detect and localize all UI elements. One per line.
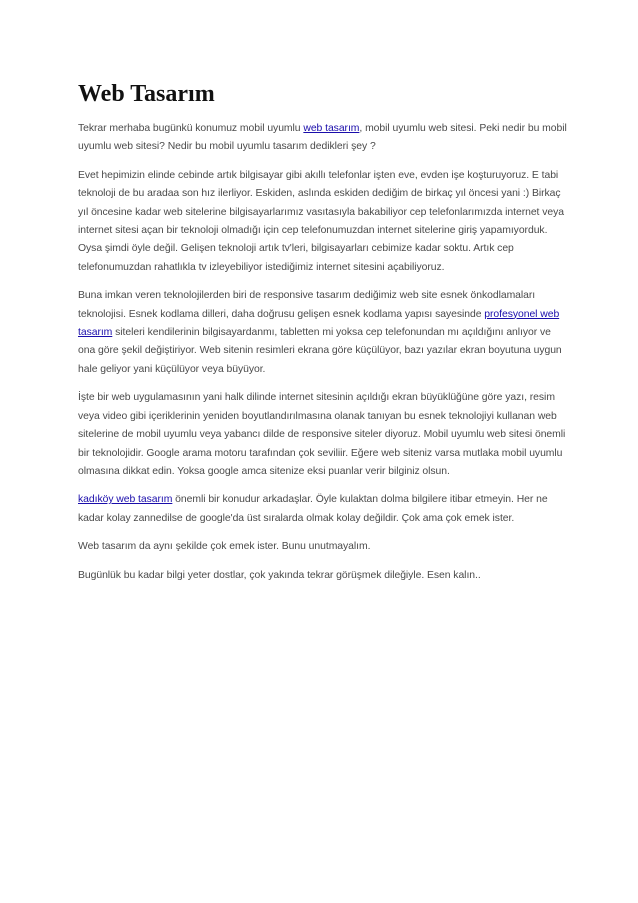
- page-title: Web Tasarım: [78, 81, 215, 107]
- paragraph-responsive: [78, 287, 568, 379]
- paragraph-history: Evet hepimizin elinde cebinde artık bilgisayar gibi akıllı telefonlar işten eve, evden işe koşturuyoruz. E tabi teknoloji de bu aradaa son hız ilerliyor. Eskiden, aslında eskiden dediğim de birkaç yıl öncesi yani :) Birkaç yıl öncesine kadar web sitelerine bilgisayarlarımız vasıtasıyla bakabiliyor cep telefonlarımızda internet veya internet sitesi açan bir teknoloji olmadığı için cep telefonumuzdan internet sitelerine giriş yapamıyorduk. Oysa şimdi öyle değil. Gelişen teknoloji artık tv'leri, bilgisayarları cebimize kadar soktu. Artık cep telefonumuzdan rahatlıkla tv izleyebiliyor istediğimiz internet sitesini açabiliyoruz.: [78, 169, 564, 273]
- paragraph-closing: Bugünlük bu kadar bilgi yeter dostlar, çok yakında tekrar görüşmek dileğiyle. Esen kalın..: [78, 569, 481, 581]
- intro-text-start: Tekrar merhaba bugünkü konumuz mobil uyumlu: [78, 123, 304, 134]
- paragraph-effort: Web tasarım da aynı şekilde çok emek ister. Bunu unutmayalım.: [78, 541, 371, 553]
- profesyonel-web-tasarim-link[interactable]: profesyonel web tasarım: [78, 308, 560, 339]
- paragraph-intro: [78, 120, 568, 157]
- responsive-text-start: Buna imkan veren teknolojilerden biri de responsive tasarım dediğimiz web site esnek önkodlamaları teknolojisi. Esnek kodlama dilleri, daha doğrusu gelişen esnek kodlama yapısı sayesinde: [78, 290, 536, 320]
- intro-text-end: , mobil uyumlu web sitesi. Peki nedir bu mobil uyumlu web sitesi? Nedir bu mobil uyumlu tasarım dedikleri şey ?: [78, 123, 567, 153]
- kadikoy-text: önemli bir konudur arkadaşlar. Öyle kulaktan dolma bilgilere itibar etmeyin. Her ne kadar kolay zannedilse de google'da üst sıralarda olmak kolay değildir. Çok ama çok emek ister.: [78, 494, 548, 524]
- kadikoy-web-tasarim-link[interactable]: kadıköy web tasarım: [78, 494, 173, 506]
- document-page: [78, 80, 568, 595]
- paragraph-kadikoy: [78, 491, 568, 528]
- paragraph-mobile-friendly: İşte bir web uygulamasının yani halk dilinde internet sitesinin açıldığı ekran büyüklüğüne göre yazı, resim veya video gibi içeriklerinin yeniden boyutlandırılmasına olanak tanıyan bu esnek teknolojiyi kullanan web sitelerine de mobil uyumlu veya yabancı dilde de responsive siteler diyoruz. Mobil uyumlu web sitesi önemli bir teknolojidir. Google arama motoru tarafından çok seviliir. Eğere web siteniz varsa mutlaka mobil uyumlu olmasına dikkat edin. Yoksa google amca sitenize eksi puanlar verir bilginiz olsun.: [78, 392, 566, 477]
- web-tasarim-link[interactable]: web tasarım: [303, 123, 360, 134]
- responsive-text-end: siteleri kendilerinin bilgisayardanmı, tabletten mi yoksa cep telefonundan mı açıldığını anlıyor ve ona göre şekil değiştiriyor. Web sitenin resimleri ekrana göre küçülüyor, bazı yazılar ekran boyutuna uygun hale geliyor yani küçülüyor veya büyüyor.: [78, 327, 562, 375]
